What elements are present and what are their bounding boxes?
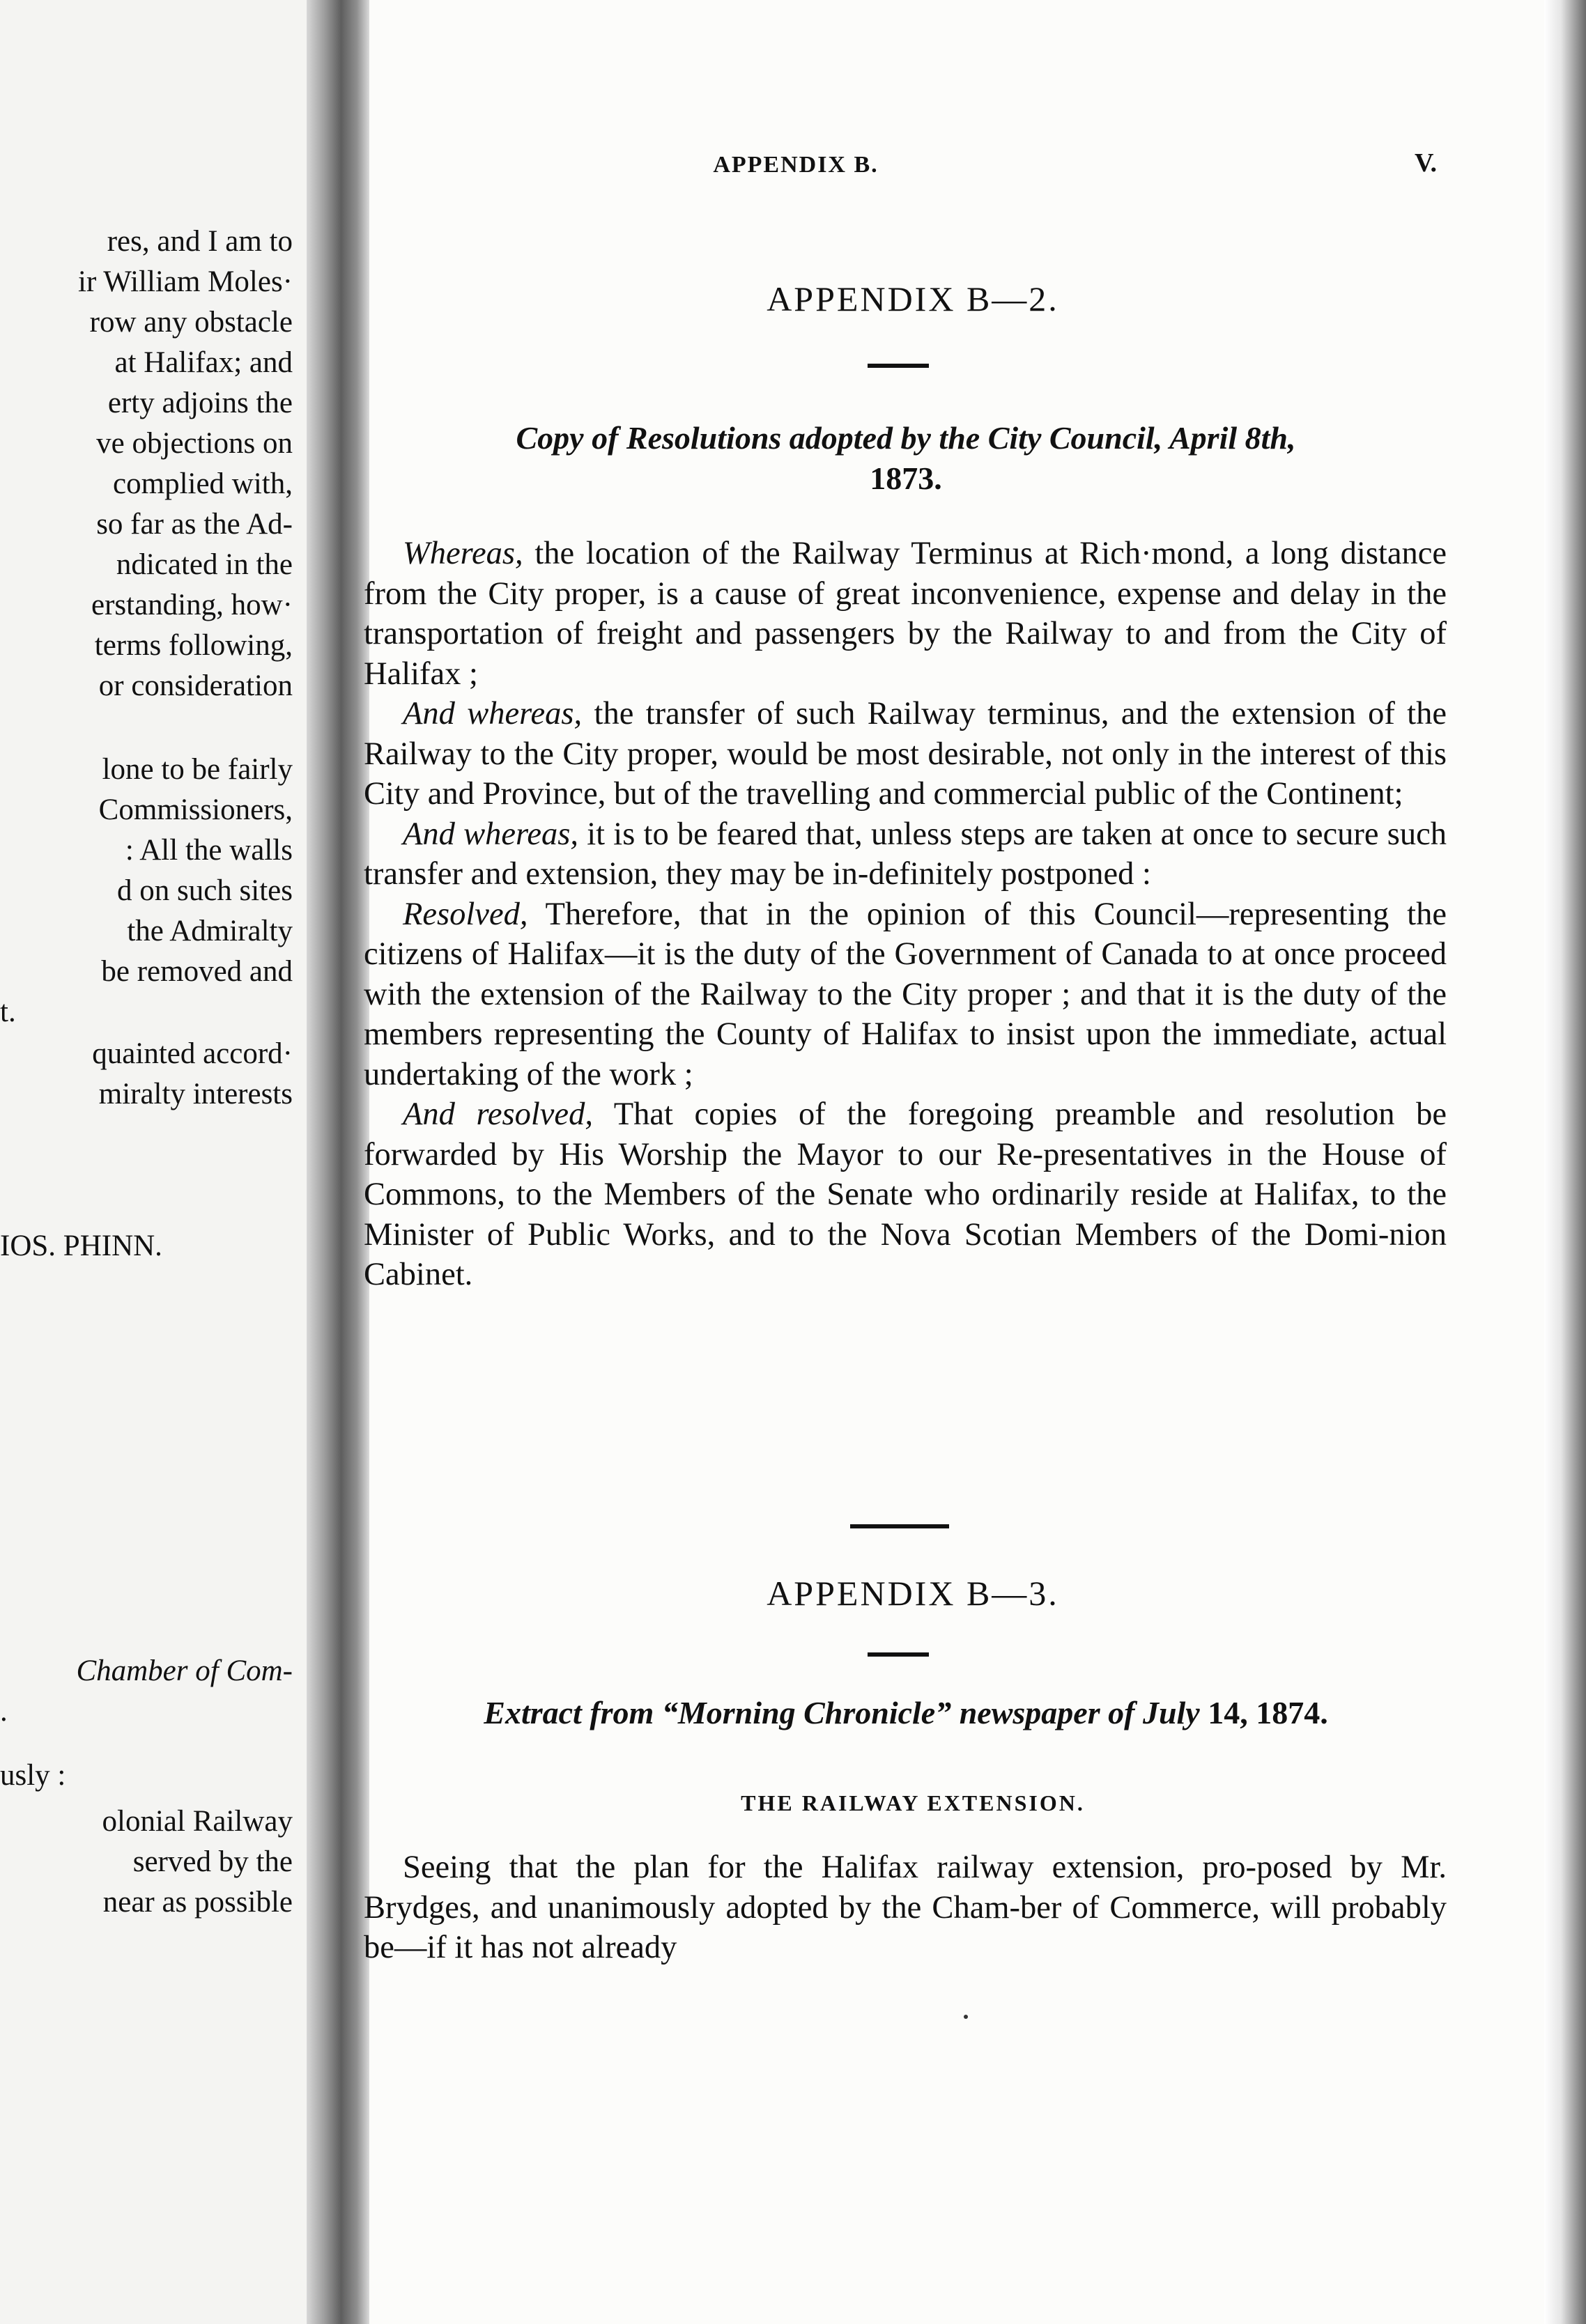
- left-page-line: ir William Moles·: [78, 265, 293, 298]
- left-page-line: lone to be fairly: [102, 753, 293, 786]
- left-page-line: at Halifax; and: [114, 346, 293, 379]
- paragraph-lead: Whereas,: [403, 536, 523, 571]
- section-subtitle-b3: [362, 1693, 1449, 1733]
- subtitle-date: 14, 1874.: [1208, 1695, 1328, 1730]
- left-page-line: be removed and: [101, 955, 293, 988]
- left-page-line: row any obstacle: [89, 306, 293, 339]
- left-page-line: : All the walls: [125, 834, 293, 867]
- left-page-line: ndicated in the: [116, 548, 293, 581]
- left-page-line: t.: [0, 996, 16, 1028]
- paragraph-lead: Resolved,: [403, 896, 528, 932]
- subtitle-text: Extract from “Morning Chronicle” newspaper of July: [484, 1695, 1208, 1730]
- paragraph-lead: And whereas,: [403, 696, 583, 731]
- left-page-line: complied with,: [113, 467, 293, 500]
- left-page-line: near as possible: [102, 1886, 293, 1919]
- resolution-paragraph: [364, 534, 1447, 694]
- paragraph-lead: And resolved,: [403, 1097, 593, 1132]
- left-page-line: miralty interests: [98, 1078, 293, 1110]
- resolution-paragraph: [364, 1094, 1447, 1295]
- short-rule: [868, 1652, 929, 1657]
- left-page-line: usly :: [0, 1759, 66, 1792]
- section-heading-b2: APPENDIX B—2.: [767, 279, 1059, 318]
- print-speck: [964, 2015, 968, 2019]
- section-divider-rule: [850, 1524, 949, 1528]
- article-paragraph: Seeing that the plan for the Halifax railway extension, pro-posed by Mr. Brydges, and unanimously adopted by the Cham-ber of Commerce, will probably be—if it has not already: [364, 1850, 1447, 1965]
- left-page-line: IOS. PHINN.: [0, 1230, 162, 1262]
- article-body: [364, 1847, 1447, 1968]
- left-page-line: .: [0, 1695, 8, 1728]
- resolution-paragraph: [364, 894, 1447, 1095]
- left-page: [0, 0, 307, 2324]
- paragraph-text: the transfer of such Railway terminus, and the extension of the Railway to the City proper, would be most desirable, not only in the interest of this City and Province, but of the travelling and commercial public of the Continent;: [364, 696, 1447, 812]
- paragraph-text: Therefore, that in the opinion of this Council—representing the citizens of Halifax—it is the duty of the Government of Canada to at once proceed with the extension of the Railway to the City proper ; and that it is the duty of the members representing the County of Halifax to insist upon the immediate, actual undertaking of the work ;: [364, 896, 1447, 1092]
- left-page-line: erstanding, how·: [91, 589, 293, 621]
- running-head: APPENDIX B.: [713, 152, 879, 178]
- resolution-paragraph: [364, 814, 1447, 894]
- subtitle-line-1: Copy of Resolutions adopted by the City Council, April 8th,: [516, 420, 1296, 456]
- section-subtitle-b2: [362, 418, 1449, 499]
- paragraph-text: the location of the Railway Terminus at Rich·mond, a long distance from the City proper, is a cause of great inconvenience, expense and delay in the transportation of freight and passengers by the Railway to and from the City of Halifax ;: [364, 536, 1447, 692]
- paragraph-lead: And whereas,: [403, 816, 579, 852]
- left-page-line: so far as the Ad-: [96, 508, 293, 541]
- subtitle-line-2: 1873.: [870, 460, 942, 496]
- book-gutter: [307, 0, 369, 2324]
- left-page-line: the Admiralty: [127, 915, 293, 947]
- left-page-line: erty adjoins the: [107, 387, 293, 419]
- left-page-line: ve objections on: [96, 427, 293, 460]
- left-page-line: res, and I am to: [107, 225, 293, 258]
- left-page-line: served by the: [132, 1845, 293, 1878]
- resolutions-body: [364, 534, 1447, 1295]
- left-page-line: quainted accord·: [92, 1037, 293, 1070]
- left-page-line: terms following,: [94, 629, 293, 662]
- left-page-line: Chamber of Com-: [76, 1655, 293, 1687]
- page-edge-shadow: [1544, 0, 1586, 2324]
- resolution-paragraph: [364, 694, 1447, 814]
- left-page-line: olonial Railway: [102, 1805, 293, 1838]
- paragraph-text: That copies of the foregoing preamble and resolution be forwarded by His Worship the Mayor to our Re-presentatives in the House of Commons, to the Members of the Senate who ordinarily reside at Halifax, to the Minister of Public Works, and to the Nova Scotian Members of the Domi-nion Cabinet.: [364, 1097, 1447, 1292]
- short-rule: [868, 364, 929, 368]
- left-page-line: or consideration: [98, 669, 293, 702]
- page-number: V.: [1415, 148, 1438, 178]
- section-heading-b3: APPENDIX B—3.: [767, 1574, 1059, 1613]
- left-page-line: Commissioners,: [98, 793, 293, 826]
- paragraph-text: it is to be feared that, unless steps are taken at once to secure such transfer and extension, they may be in-definitely postponed :: [364, 816, 1447, 892]
- left-page-line: d on such sites: [116, 874, 293, 907]
- article-title: THE RAILWAY EXTENSION.: [741, 1790, 1085, 1815]
